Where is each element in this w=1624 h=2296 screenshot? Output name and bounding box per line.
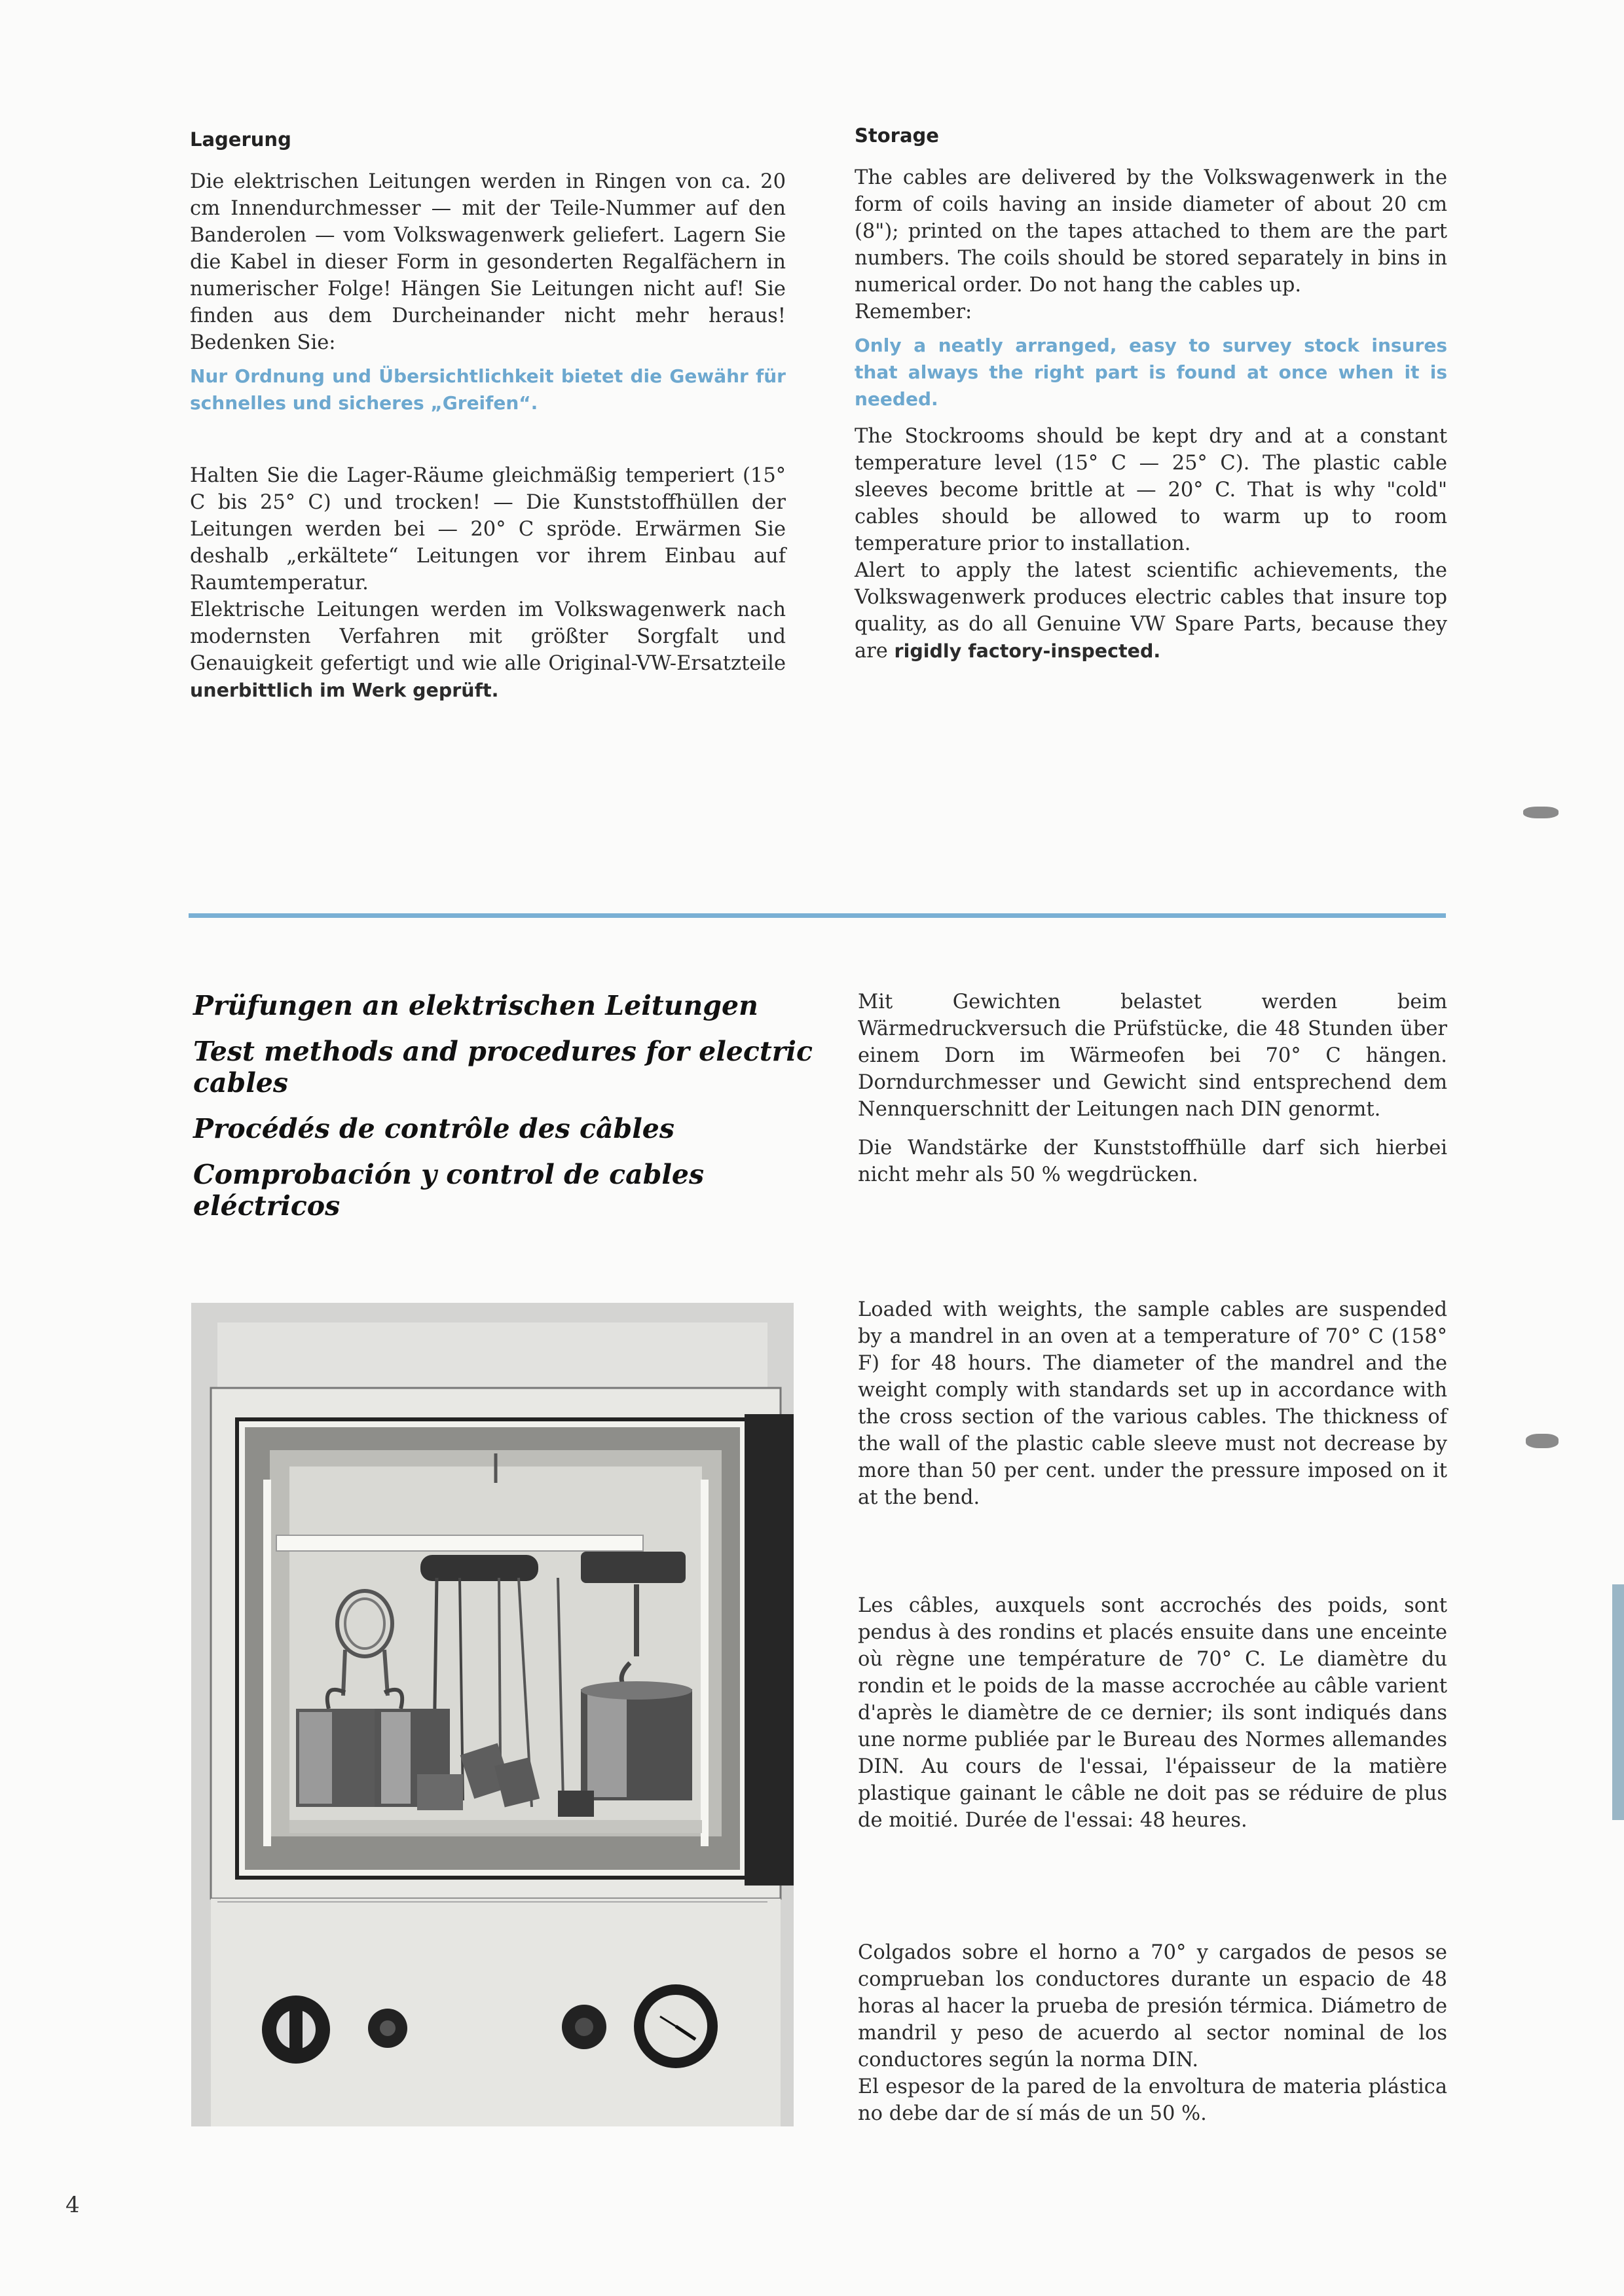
title-de: Prüfungen an elektrischen Leitungen <box>193 990 758 1021</box>
title-fr: Procédés de contrôle des câbles <box>193 1113 674 1144</box>
titles-block <box>193 990 822 1222</box>
title-es: Comprobación y control de cables eléctricos <box>193 1159 705 1222</box>
storage-en-para3: Alert to apply the latest scientific achievements, the Volkswagenwerk produces electric cables that insure top quality, as do all Genuine VW Spare Parts, because they are <box>855 559 1447 663</box>
test-de-para2: Die Wandstärke der Kunststoffhülle darf sich hierbei nicht mehr als 50 % wegdrücken. <box>858 1137 1447 1186</box>
storage-de-heading: Lagerung <box>190 128 291 151</box>
binding-hole-mark <box>1526 1434 1559 1448</box>
title-en: Test methods and procedures for electric cables <box>193 1036 813 1099</box>
test-es-para1: Colgados sobre el horno a 70° y cargados de pesos se comprueban los conductores durante un espacio de 48 horas al hacer la prueba de presión térmica. Diámetro de mandril y peso de acuerdo al sector nominal de los conductores según la norma DIN. <box>858 1941 1447 2071</box>
test-oven-photo <box>191 1303 794 2126</box>
storage-en-section <box>855 124 1447 665</box>
page-number: 4 <box>65 2192 80 2218</box>
test-en-section <box>858 1296 1447 1511</box>
storage-en-para2: The Stockrooms should be kept dry and at a constant temperature level (15° C — 25° C). The plastic cable sleeves become brittle at — 20° C. That is why "cold" cables should be allowed to warm up to room temperature prior to installation. <box>855 425 1447 555</box>
test-fr-section <box>858 1592 1447 1834</box>
binding-hole-mark <box>1523 807 1559 818</box>
storage-de-section <box>190 128 786 704</box>
test-de-section <box>858 989 1447 1188</box>
storage-de-para1: Die elektrischen Leitungen werden in Ringen von ca. 20 cm Innendurchmesser — mit der Teile-Nummer auf den Banderolen — vom Volkswagenwerk geliefert. Lagern Sie die Kabel in dieser Form in gesonderten Regalfächern in numerischer Folge! Hängen Sie Leitungen nicht auf! Sie finden aus dem Durcheinander nicht mehr heraus! Bedenken Sie: <box>190 170 786 354</box>
page-edge-strip <box>1612 1584 1624 1820</box>
test-de-para1: Mit Gewichten belastet werden beim Wärmedruckversuch die Prüfstücke, die 48 Stunden über einem Dorn im Wärmeofen bei 70° C hängen. Dorndurchmesser und Gewicht sind entsprechend dem Nennquerschnitt der Leitungen nach DIN genormt. <box>858 991 1447 1121</box>
oven-illustration <box>191 1303 794 2126</box>
test-en-para: Loaded with weights, the sample cables are suspended by a mandrel in an oven at a temperature of 70° C (158° F) for 48 hours. The diameter of the mandrel and the weight comply with standards set up in accordance with the cross section of the various cables. The thickness of the wall of the plastic cable sleeve must not decrease by more than 50 per cent. under the pressure imposed on it at the bend. <box>858 1298 1447 1509</box>
storage-en-para3-bold: rigidly factory-inspected. <box>894 640 1161 662</box>
storage-en-para1: The cables are delivered by the Volkswagenwerk in the form of coils having an inside diameter of about 20 cm (8"); printed on the tapes attached to them are the part numbers. The coils should be stored separately in bins in numerical order. Do not hang the cables up. <box>855 166 1447 297</box>
storage-en-remember: Remember: <box>855 301 972 323</box>
storage-de-para3-bold: unerbittlich im Werk geprüft. <box>190 680 499 701</box>
storage-en-highlight: Only a neatly arranged, easy to survey stock insures that always the right part is found at once when it is needed. <box>855 335 1447 410</box>
storage-en-para3-wrap <box>855 557 1447 665</box>
test-es-section <box>858 1939 1447 2127</box>
section-divider <box>189 913 1446 918</box>
test-fr-para: Les câbles, auxquels sont accrochés des poids, sont pendus à des rondins et placés ensuite dans une enceinte où règne une température de 70° C. Le diamètre du rondin et le poids de la masse accrochée au câble varient d'après le diamètre de ce dernier; ils sont indiqués dans une norme publiée par le Bureau des Normes allemandes DIN. Au cours de l'essai, l'épaisseur de la matière plastique gainant le câble ne doit pas se réduire de plus de moitié. Durée de l'essai: 48 heures. <box>858 1594 1447 1832</box>
test-es-para2: El espesor de la pared de la envoltura de materia plástica no debe dar de sí más de un 50 %. <box>858 2075 1447 2125</box>
storage-en-heading: Storage <box>855 124 939 147</box>
storage-de-highlight: Nur Ordnung und Übersichtlichkeit bietet die Gewähr für schnelles und sicheres „Greifen“. <box>190 365 786 414</box>
storage-de-para3: Elektrische Leitungen werden im Volkswagenwerk nach modernsten Verfahren mit größter Sorgfalt und Genauigkeit gefertigt und wie alle Original-VW-Ersatzteile <box>190 598 786 675</box>
storage-de-para2: Halten Sie die Lager-Räume gleichmäßig temperiert (15° C bis 25° C) und trocken! — Die Kunststoffhüllen der Leitungen werden bei — 20° C spröde. Erwärmen Sie deshalb „erkältete“ Leitungen vor ihrem Einbau auf Raumtemperatur. <box>190 464 786 594</box>
storage-de-para3-wrap <box>190 596 786 704</box>
